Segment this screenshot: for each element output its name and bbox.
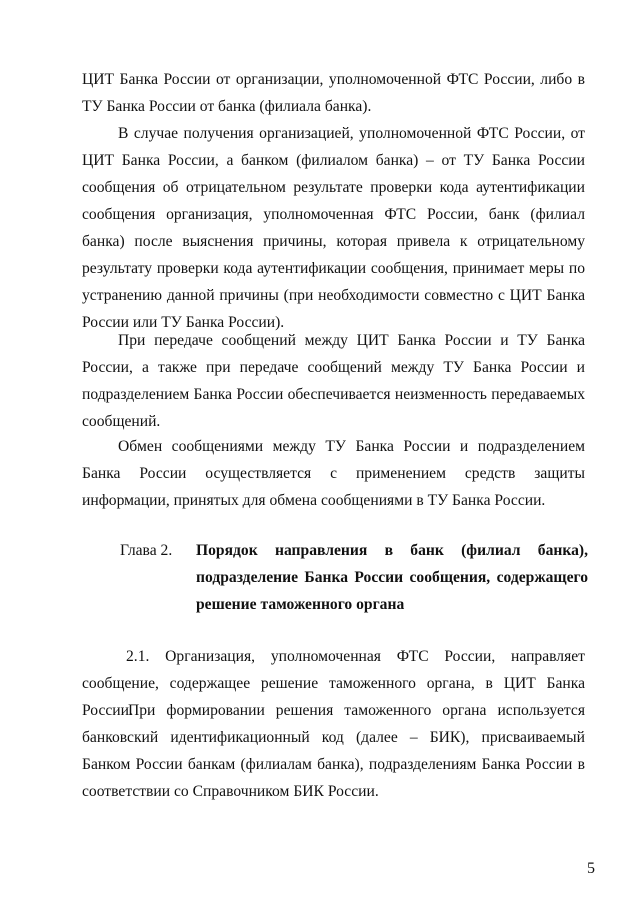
paragraph-bik-usage: При формировании решения таможенного органа используется банковский идентификационный код (далее – БИК), присваиваемый Банком России банкам (филиалам банка), подразделениям Банка России в соответствии со Справочником БИК России.	[82, 702, 585, 800]
chapter-title: Порядок направления в банк (филиал банка), подразделение Банка России сообщения, содержащего решение таможенного органа	[196, 542, 588, 613]
paragraph-continuation: ЦИТ Банка России от организации, уполномоченной ФТС России, либо в ТУ Банка России от банка (филиала банка).	[82, 71, 585, 115]
chapter-label: Глава 2.	[120, 542, 173, 559]
paragraph-section-2-1: 2.1. Организация, уполномоченная ФТС России, направляет сообщение, содержащее решение таможенного органа, в ЦИТ Банка России.	[82, 648, 585, 719]
paragraph-authentication-failure: В случае получения организацией, уполномоченной ФТС России, от ЦИТ Банка России, а банком (филиалом банка) – от ТУ Банка России сообщения об отрицательном результате проверки кода аутентификации сообщения организация, уполномоченная ФТС России, банк (филиал банка) после выяснения причины, которая привела к отрицательному результату проверки кода аутентификации сообщения, принимает меры по устранению данной причины (при необходимости совместно с ЦИТ Банка России или ТУ Банка России).	[82, 125, 585, 331]
page-number: 5	[587, 860, 595, 877]
paragraph-message-integrity: При передаче сообщений между ЦИТ Банка России и ТУ Банка России, а также при передаче сообщений между ТУ Банка России и подразделением Банка России обеспечивается неизменность передаваемых сообщений.	[82, 332, 585, 430]
paragraph-message-exchange: Обмен сообщениями между ТУ Банка России и подразделением Банка России осуществляется с применением средств защиты информации, принятых для обмена сообщениями в ТУ Банка России.	[82, 438, 585, 509]
